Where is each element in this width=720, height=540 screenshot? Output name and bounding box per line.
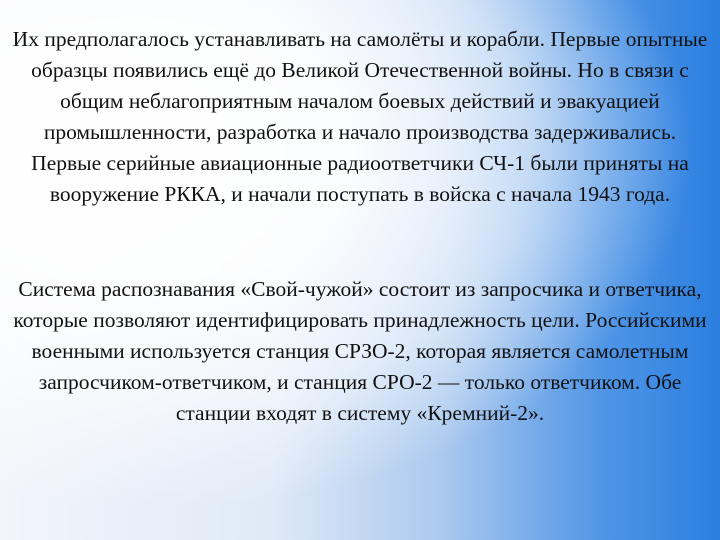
paragraph-history: Их предполагалось устанавливать на самолёты и корабли. Первые опытные образцы появились ещё до Великой Отечественной войны. Но в связи с общим неблагоприятным началом боевых действий и эвакуацией промышленности, разработка и начало производства задерживались. Первые серийные авиационные радиоответчики СЧ-1 были приняты на вооружение РККА, и начали поступать в войска с начала 1943 года. xyxy=(12,27,708,206)
paragraph-iff-system: Система распознавания «Свой-чужой» состоит из запросчика и ответчика, которые позволяют идентифицировать принадлежность цели. Российскими военными используется станция СРЗО-2, которая является самолетным запросчиком-ответчиком, и станция СРО-2 — только ответчиком. Обе станции входят в систему «Кремний-2». xyxy=(13,277,707,425)
